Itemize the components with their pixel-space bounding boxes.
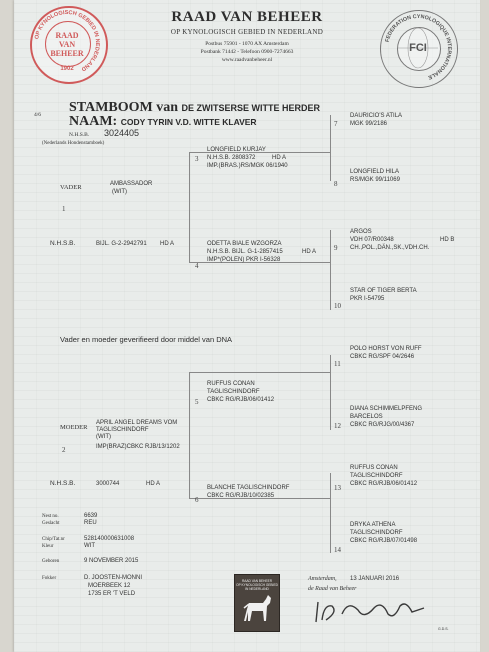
gen3-line1: POLO HORST VON RUFF <box>350 346 422 352</box>
gen3-line2: VDH 07/R00348 <box>350 237 394 243</box>
dog-icon <box>235 575 279 631</box>
gen2-name: BLANCHE TAGLISCHINDORF <box>207 485 290 491</box>
seal-year: 1902 <box>60 66 74 72</box>
svg-text:OP KYNOLOGISCH GEBIED IN NEDER: OP KYNOLOGISCH GEBIED IN NEDERLAND <box>34 9 101 72</box>
gen3-number: 13 <box>334 484 341 492</box>
detail-value: 9 NOVEMBER 2015 <box>84 558 139 564</box>
badge-line3: IN NEDERLAND <box>245 587 269 591</box>
moeder-number: 2 <box>62 446 66 454</box>
detail-label: Geslacht <box>42 521 60 526</box>
moeder-label: MOEDER <box>60 424 88 431</box>
header-title: RAAD VAN BEHEER <box>171 9 323 25</box>
badge-line1: RAAD VAN BEHEER <box>241 579 273 583</box>
gen2-hd: HD A <box>272 155 287 161</box>
pedigree-title: STAMBOOM van <box>69 100 179 115</box>
gen2-number: 5 <box>195 398 199 406</box>
sign-date: 13 JANUARI 2016 <box>350 576 400 582</box>
gen2-number: 6 <box>195 496 199 504</box>
seal-line-van: VAN <box>58 40 76 49</box>
sign-place: Amsterdam, <box>308 576 337 582</box>
raad-van-beheer-badge <box>234 574 280 632</box>
header-website: www.raadvanbeheer.nl <box>221 57 273 63</box>
gen3-line1: DAURICIO'S ATILA <box>350 113 403 119</box>
vader-label: VADER <box>60 184 82 191</box>
detail-value: 6639 <box>84 513 98 519</box>
gen3-line1: STAR OF TIGER BERTA <box>350 288 417 294</box>
gen3-number: 11 <box>334 360 341 368</box>
gen2-registration: CBKC RG/RJB/10/02385 <box>207 493 275 499</box>
nhsb-note: (Nederlands Hondenstamboek) <box>42 141 105 146</box>
bracket-gen3-a <box>330 115 331 181</box>
gen3-line1: DRYKA ATHENA <box>350 522 396 528</box>
bracket-sire <box>189 152 190 262</box>
detail-label: Fokker <box>42 576 57 581</box>
gen3-hd: HD B <box>440 237 455 243</box>
gen2-registration: TAGLISCHINDORF <box>207 389 260 395</box>
vader-color: (WIT) <box>112 189 127 195</box>
gen3-line2: CBKC RG/SPF 04/2646 <box>350 354 415 360</box>
moeder-name-line2: TAGLISCHINDORF <box>96 427 149 433</box>
dna-verification-note: Vader en moeder geverifieerd door middel van DNA <box>60 335 233 344</box>
seal-line-beheer: BEHEER <box>50 49 84 58</box>
gen2-extra: IMP*(POLEN) PKR I-56328 <box>207 257 281 263</box>
vader-registration: BIJL. G-2-2942791 <box>96 241 147 247</box>
vader-name: AMBASSADOR <box>110 181 153 187</box>
seal-line-raad: RAAD <box>55 31 79 40</box>
gen2-name: ODETTA BIALE WZGORZA <box>207 241 282 247</box>
detail-label: Kleur <box>42 544 54 549</box>
svg-text:FEDERATION CYNOLOGIQUE INTERNA: FEDERATION CYNOLOGIQUE INTERNATIONALE <box>384 13 453 81</box>
gen3-line2: BARCELOS <box>350 414 383 420</box>
gen3-number: 8 <box>334 180 338 188</box>
gen2-number: 3 <box>195 155 199 163</box>
gen2-name: RUFFUS CONAN <box>207 381 255 387</box>
header-subtitle: OP KYNOLOGISCH GEBIED IN NEDERLAND <box>170 28 324 36</box>
gen3-line3: CBKC RG/RJG/00/4367 <box>350 422 415 428</box>
gen2-registration: N.H.S.B. 2808372 <box>207 155 256 161</box>
bracket-gen3-b <box>330 230 331 310</box>
gen3-line3: CH.,POL.,DÄN.,SK.,VDH.CH. <box>350 245 430 251</box>
fci-center-text: FCI <box>409 42 427 54</box>
bracket-dam <box>189 372 190 498</box>
detail-label: Geboren <box>42 559 60 564</box>
gen3-line3: CBKC RG/RJB/06/01412 <box>350 481 418 487</box>
gen3-line1: RUFFUS CONAN <box>350 465 398 471</box>
moeder-registration: IMP(BRAZ)CBKC RJB/13/1202 <box>96 444 180 450</box>
gen3-number: 10 <box>334 302 341 310</box>
gen3-line2: TAGLISCHINDORF <box>350 530 403 536</box>
bracket-gen3-d <box>330 473 331 553</box>
gen2-extra: CBKC RG/RJB/06/01412 <box>207 397 275 403</box>
moeder-nhsb-label: N.H.S.B. <box>50 480 76 487</box>
nhsb-number: 3024405 <box>104 128 140 138</box>
gen3-number: 7 <box>334 120 338 128</box>
signature <box>308 594 438 630</box>
name-label: NAAM: <box>69 114 118 129</box>
fci-seal <box>380 10 458 88</box>
fokker-address-line1: MOERBEEK 12 <box>88 583 131 589</box>
detail-value: 528140000631008 <box>84 536 135 542</box>
dog-name: CODY TYRIN V.D. WITTE KLAVER <box>120 117 257 127</box>
bracket-gen3-c <box>330 355 331 430</box>
vader-nhsb-label: N.H.S.B. <box>50 240 76 247</box>
sign-org: de Raad van Beheer <box>308 586 357 592</box>
gen3-line2: PKR I-54795 <box>350 296 385 302</box>
gen3-line2: RS/MGK 99/11069 <box>350 177 400 183</box>
vader-hd: HD A <box>160 241 175 247</box>
gen3-number: 14 <box>334 546 341 554</box>
pedigree-certificate <box>14 0 480 652</box>
sign-code: G.D.S. <box>438 627 449 631</box>
fokker-address-line2: 1735 ER 'T VELD <box>88 591 136 597</box>
gen3-line2: MGK 99/2186 <box>350 121 388 127</box>
breed-name: DE ZWITSERSE WITTE HERDER <box>181 103 321 113</box>
gen2-registration: N.H.S.B. BIJL. G-1-2857415 <box>207 249 283 255</box>
gen3-number: 9 <box>334 244 338 252</box>
detail-label: Chip/Tat.nr <box>42 537 65 542</box>
moeder-nhsb-number: 3000744 <box>96 481 120 487</box>
badge-line2: OP KYNOLOGISCH GEBIED <box>236 583 278 587</box>
gen2-name: LONGFIELD KURJAY <box>207 147 266 153</box>
detail-label: Nest no. <box>42 514 59 519</box>
vader-number: 1 <box>62 205 66 213</box>
gen3-line3: CBKC RG/RJB/07/01498 <box>350 538 418 544</box>
gen3-line1: DIANA SCHIMMELPFENG <box>350 406 423 412</box>
detail-value: WIT <box>84 543 95 549</box>
gen2-hd: HD A <box>302 249 317 255</box>
gen3-line2: TAGLISCHINDORF <box>350 473 403 479</box>
gen3-line1: LONGFIELD HILA <box>350 169 400 175</box>
gen2-number: 4 <box>195 262 199 270</box>
gen3-number: 12 <box>334 422 341 430</box>
moeder-hd: HD A <box>146 481 161 487</box>
moeder-name-line1: APRIL ANGEL DREAMS VOM <box>96 420 178 426</box>
moeder-color: (WIT) <box>96 434 111 440</box>
gen2-extra: IMP.(BRAS.)RS/MGK 06/1940 <box>207 163 288 169</box>
header-address1: Postbus 75901 - 1070 AX Amsterdam <box>205 41 289 47</box>
detail-value: D. JOOSTEN-MONNI <box>84 575 142 581</box>
detail-value: REU <box>84 520 97 526</box>
nhsb-label: N.H.S.B. <box>69 132 90 138</box>
gen3-line1: ARGOS <box>350 229 372 235</box>
page-number: 4/6 <box>34 112 42 118</box>
header-address2: Postbank 71442 - Telefoon 0900-7274663 <box>200 49 294 55</box>
